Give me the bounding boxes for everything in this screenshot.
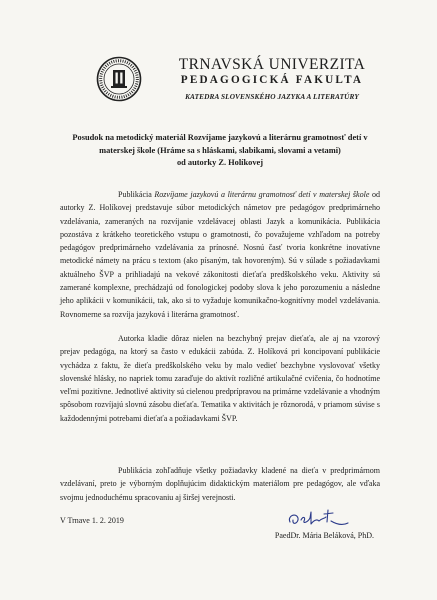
document-title [60,132,380,170]
paragraph-2: Autorka kladie dôraz nielen na bezchybný prejav dieťaťa, ale aj na vzorový prejav pedagóga, na ktorý sa často v edukácii zabúda. Z. Holíková pri koncipovaní publikácie vychádza z faktu, že dieťa predškolského veku by malo vedieť bezchybne vyslovovať všetky slovenské hlásky, no napriek tomu zaraďuje do aktivít rozličné artikulačné cvičenia, čo hodnotíme veľmi pozitívne. Jednotlivé aktivity sú cielenou predprípravou na primárne vzdelávanie a vhodným spôsobom rozvíjajú slovnú zásobu dieťaťa. Tematika v aktivitách je rôznorodá, v priamom súvise s každodennými potrebami dieťaťa a požiadavkami ŠVP. [60,334,380,423]
handwritten-signature-icon [284,506,350,534]
signer-name: PaedDr. Mária Beláková, PhD. [274,531,374,540]
paragraph-1-lead: Publikácia [118,190,155,199]
date-place: V Trnave 1. 2. 2019 [60,516,124,525]
title-line-1: Posudok na metodický materiál Rozvíjame jazykovú a literárnu gramotnosť detí v [72,133,368,142]
paragraph-1 [60,188,380,321]
faculty-name: PEDAGOGICKÁ FAKULTA [180,74,364,86]
university-name: TRNAVSKÁ UNIVERZITA [178,56,366,73]
title-line-2: materskej škole (Hráme sa s hláskami, slabikami, slovami a vetami) [99,145,341,155]
university-seal-icon [96,56,142,102]
paragraph-1-text: od autorky Z. Holíkovej predstavuje súbor metodických námetov pre pedagógov predprimárneho vzdelávania, zameraných na rozvíjanie vzdelávacej oblasti Jazyk a komunikácia. Publikácia pozostáva z krátkeho teoretického vstupu o gramotnosti, čo považujeme vzhľadom na potreby pedagógov predprimárneho vzdelávania za prínosné. Nosnú časť tvoria konkrétne inovatívne metodické námety na prácu s textom (ako písaným, tak hovoreným). Sú v súlade s požiadavkami aktuálneho ŠVP a prihliadajú na vekové zákonitosti dieťaťa predškolského veku. Aktivity sú zamerané komplexne, prechádzajú od fonologickej podoby slova k jeho porozumeniu a následne jeho aplikácii v komunikácii, tak, ako si to vyžaduje komunikačno-kognitívny model vzdelávania. Rovnomerne sa rozvíja jazyková i literárna gramotnosť. [60,190,380,319]
title-line-3: od autorky Z. Holíkovej [176,158,264,167]
paragraph-3: Publikácia zohľadňuje všetky požiadavky kladené na dieťa v predprimárnom vzdelávaní, preto je výborným doplňujúcim didaktickým materiálom pre pedagógov, ale vďaka svojmu jednoduchému spracovaniu aj širšej verejnosti. [60,466,380,502]
publication-title: Rozvíjame jazykovú a literárnu gramotnosť detí v materskej škole [154,190,370,199]
department-name: KATEDRA SLOVENSKÉHO JAZYKA A LITERATÚRY [185,92,359,101]
